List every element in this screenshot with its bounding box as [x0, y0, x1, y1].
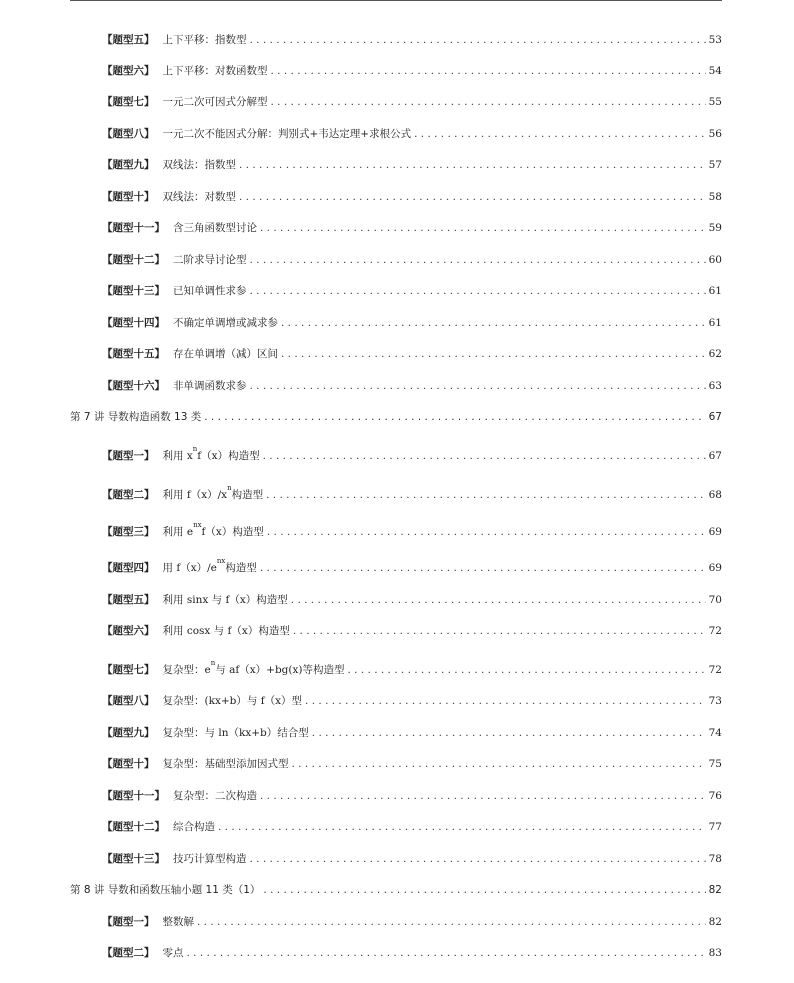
- dot-leader: [305, 691, 706, 711]
- dot-leader: [414, 124, 706, 144]
- toc-title-text-suffix: 构造型: [225, 562, 257, 574]
- toc-title-text: 一元二次可因式分解型: [162, 96, 268, 108]
- dot-leader: [204, 407, 705, 427]
- toc-entry-tag: 【题型十三】: [102, 853, 165, 865]
- toc-entry-title: [163, 446, 260, 466]
- toc-entry-tag: 【题型三】: [102, 526, 155, 538]
- toc-entry-title: [163, 522, 264, 542]
- toc-entry-tag: 【题型九】: [102, 727, 155, 739]
- dot-leader: [260, 786, 706, 806]
- toc-title-superscript: nx: [193, 521, 202, 529]
- toc-title-text: 整数解: [162, 916, 194, 928]
- toc-page-number: 55: [708, 96, 722, 108]
- toc-entry-title: [163, 558, 257, 578]
- toc-title-superscript: n: [210, 659, 216, 667]
- toc-entry-tag: 【题型十二】: [102, 254, 165, 266]
- toc-title-text: 二阶求导讨论型: [173, 254, 247, 266]
- toc-entry-tag: 【题型十三】: [102, 285, 165, 297]
- toc-title-text: 非单调函数求参: [173, 380, 247, 392]
- toc-page-number: 60: [708, 254, 722, 266]
- toc-title-text-suffix: 与 af（x）+bg(x)等构造型: [215, 664, 345, 676]
- toc-entry-row[interactable]: [102, 522, 722, 542]
- toc-entry-row[interactable]: [102, 849, 722, 869]
- toc-entry-tag: 【题型十】: [102, 191, 155, 203]
- toc-entry-row[interactable]: [102, 92, 722, 112]
- dot-leader: [239, 155, 706, 175]
- toc-entry-title: [173, 786, 257, 806]
- toc-entry-tag: 【题型十六】: [102, 380, 165, 392]
- toc-page-number: 59: [708, 222, 722, 234]
- toc-entry-title: [163, 660, 345, 680]
- toc-entry-tag: 【题型九】: [102, 159, 155, 171]
- toc-entry-row[interactable]: [102, 218, 722, 238]
- toc-entry-tag: 【题型十】: [102, 758, 155, 770]
- toc-entry-tag: 【题型八】: [102, 128, 155, 140]
- dot-leader: [281, 344, 706, 364]
- dot-leader: [348, 660, 706, 680]
- dot-leader: [260, 558, 706, 578]
- toc-page-number: 67: [708, 411, 722, 423]
- toc-entry-title: [173, 849, 247, 869]
- toc-page-number: 69: [708, 526, 722, 538]
- toc-page-number: 82: [708, 916, 722, 928]
- toc-title-text: 复杂型：与 ln（kx+b）结合型: [162, 727, 309, 739]
- dot-leader: [218, 817, 706, 837]
- toc-title-text: 复杂型：(kx+b）与 f（x）型: [162, 695, 303, 707]
- dot-leader: [250, 250, 706, 270]
- toc-title-text: 上下平移：对数函数型: [162, 65, 268, 77]
- toc-entry-title: [70, 407, 201, 427]
- toc-title-text: 利用 sinx 与 f（x）构造型: [162, 594, 288, 606]
- toc-entry-tag: 【题型二】: [102, 947, 155, 959]
- toc-entry-tag: 【题型七】: [102, 664, 155, 676]
- toc-entry-tag: 【题型四】: [102, 562, 155, 574]
- toc-entry-title: [173, 313, 278, 333]
- toc-title-text: 用 f（x）/e: [162, 562, 217, 574]
- toc-page-number: 56: [708, 128, 722, 140]
- dot-leader: [250, 30, 706, 50]
- toc-page-number: 61: [708, 317, 722, 329]
- toc-page-number: 78: [708, 853, 722, 865]
- toc-entry-title: [163, 485, 264, 505]
- toc-entry-row[interactable]: [102, 621, 722, 641]
- toc-entry-title: [163, 943, 184, 963]
- toc-entry-row[interactable]: [102, 558, 722, 578]
- toc-title-text: 含三角函数型讨论: [173, 222, 257, 234]
- toc-chapter-row[interactable]: [70, 880, 722, 900]
- toc-entry-tag: 【题型十五】: [102, 348, 165, 360]
- toc-page-number: 61: [708, 285, 722, 297]
- dot-leader: [292, 754, 706, 774]
- dot-leader: [267, 522, 706, 542]
- dot-leader: [263, 880, 705, 900]
- toc-entry-title: [163, 912, 195, 932]
- dot-leader: [312, 723, 706, 743]
- toc-entry-tag: 【题型十一】: [102, 222, 165, 234]
- toc-title-text: 复杂型：基础型添加因式型: [162, 758, 289, 770]
- dot-leader: [281, 313, 706, 333]
- toc-entry-tag: 【题型一】: [102, 450, 155, 462]
- dot-leader: [260, 218, 706, 238]
- toc-entry-tag: 【题型二】: [102, 489, 155, 501]
- dot-leader: [293, 621, 706, 641]
- toc-entry-tag: 【题型五】: [102, 594, 155, 606]
- toc-title-text: 上下平移：指数型: [162, 34, 247, 46]
- toc-entry-row[interactable]: [102, 30, 722, 50]
- toc-page-number: 69: [708, 562, 722, 574]
- toc-entry-row[interactable]: [102, 344, 722, 364]
- toc-entry-row[interactable]: [102, 786, 722, 806]
- toc-entry-tag: 【题型八】: [102, 695, 155, 707]
- toc-entry-title: [70, 880, 260, 900]
- dot-leader: [187, 943, 706, 963]
- toc-entry-title: [163, 61, 268, 81]
- toc-title-text: 已知单调性求参: [173, 285, 247, 297]
- toc-page-number: 58: [708, 191, 722, 203]
- toc-entry-row[interactable]: [102, 485, 722, 505]
- toc-entry-row[interactable]: [102, 912, 722, 932]
- toc-entry-title: [173, 218, 257, 238]
- dot-leader: [197, 912, 706, 932]
- toc-entry-tag: 【题型七】: [102, 96, 155, 108]
- toc-entry-title: [173, 281, 247, 301]
- toc-title-text: 不确定单调增或减求参: [173, 317, 278, 329]
- toc-title-text: 利用 cosx 与 f（x）构造型: [162, 625, 290, 637]
- toc-entry-row[interactable]: [102, 155, 722, 175]
- toc-page-number: 68: [708, 489, 722, 501]
- page-top-rule: [70, 0, 722, 1]
- toc-title-superscript: n: [227, 484, 232, 492]
- toc-entry-row[interactable]: [102, 943, 722, 963]
- toc-page-number: 77: [708, 821, 722, 833]
- toc-title-text: 零点: [162, 947, 184, 959]
- toc-entry-title: [163, 754, 289, 774]
- toc-title-text: 复杂型：e: [162, 664, 211, 676]
- toc-entry-title: [173, 376, 247, 396]
- toc-entry-tag: 【题型一】: [102, 916, 155, 928]
- toc-entry-row[interactable]: [102, 723, 722, 743]
- toc-page-number: 73: [708, 695, 722, 707]
- toc-entry-row[interactable]: [102, 376, 722, 396]
- toc-entry-title: [173, 344, 278, 364]
- toc-entry-title: [163, 155, 237, 175]
- toc-entry-tag: 【题型六】: [102, 625, 155, 637]
- toc-title-text: 综合构造: [173, 821, 215, 833]
- toc-entry-row[interactable]: [102, 187, 722, 207]
- toc-page-number: 83: [708, 947, 722, 959]
- toc-entry-row[interactable]: [102, 61, 722, 81]
- toc-entry-title: [163, 124, 412, 144]
- toc-entry-row[interactable]: [102, 817, 722, 837]
- toc-title-superscript: nx: [216, 557, 226, 565]
- toc-title-text: 复杂型：二次构造: [173, 790, 257, 802]
- toc-entry-title: [163, 590, 288, 610]
- toc-title-superscript: n: [192, 445, 198, 453]
- toc-page-number: 57: [708, 159, 722, 171]
- toc-page-number: 63: [708, 380, 722, 392]
- toc-title-text: 存在单调增（减）区间: [173, 348, 278, 360]
- toc-entry-row[interactable]: [102, 281, 722, 301]
- toc-entry-title: [173, 817, 215, 837]
- toc-entry-title: [163, 691, 303, 711]
- toc-title-text: 利用 f（x）/x: [162, 489, 228, 501]
- dot-leader: [250, 376, 706, 396]
- toc-entry-title: [163, 92, 268, 112]
- toc-entry-title: [163, 621, 290, 641]
- toc-title-text: 双线法：指数型: [162, 159, 236, 171]
- toc-page-number: 54: [708, 65, 722, 77]
- toc-title-text: 利用 x: [162, 450, 193, 462]
- toc-title-text: 第 7 讲 导数构造函数 13 类: [70, 411, 202, 423]
- toc-title-text-suffix: f（x）构造型: [197, 450, 260, 462]
- toc-page-number: 75: [708, 758, 722, 770]
- toc-entry-tag: 【题型五】: [102, 34, 155, 46]
- toc-title-text: 第 8 讲 导数和函数压轴小题 11 类（1）: [70, 884, 261, 896]
- dot-leader: [271, 92, 706, 112]
- toc-title-text-suffix: 构造型: [231, 489, 264, 501]
- toc-entry-row[interactable]: [102, 446, 722, 466]
- toc-entry-tag: 【题型六】: [102, 65, 155, 77]
- toc-page-number: 72: [708, 664, 722, 676]
- toc-entry-tag: 【题型十四】: [102, 317, 165, 329]
- toc-entry-row[interactable]: [102, 691, 722, 711]
- toc-title-text: 技巧计算型构造: [173, 853, 247, 865]
- toc-entry-tag: 【题型十二】: [102, 821, 165, 833]
- toc-page-number: 74: [708, 727, 722, 739]
- toc-entry-row[interactable]: [102, 754, 722, 774]
- toc-entry-title: [163, 723, 309, 743]
- dot-leader: [263, 446, 706, 466]
- dot-leader: [266, 485, 706, 505]
- toc-page-number: 72: [708, 625, 722, 637]
- toc-entry-title: [163, 30, 247, 50]
- toc-title-text: 双线法：对数型: [162, 191, 236, 203]
- dot-leader: [291, 590, 706, 610]
- toc-entry-title: [163, 187, 237, 207]
- toc-page-number: 76: [708, 790, 722, 802]
- toc-entry-row[interactable]: [102, 660, 722, 680]
- toc-page-number: 70: [708, 594, 722, 606]
- toc-title-text: 利用 e: [162, 526, 194, 538]
- dot-leader: [239, 187, 706, 207]
- dot-leader: [271, 61, 706, 81]
- toc-entry-title: [173, 250, 247, 270]
- toc-entry-row[interactable]: [102, 250, 722, 270]
- toc-page-number: 67: [708, 450, 722, 462]
- toc-page-number: 62: [708, 348, 722, 360]
- toc-entry-tag: 【题型十一】: [102, 790, 165, 802]
- toc-title-text: 一元二次不能因式分解：判别式+韦达定理+求根公式: [162, 128, 412, 140]
- dot-leader: [250, 281, 706, 301]
- toc-page-number: 82: [708, 884, 722, 896]
- toc-page-number: 53: [708, 34, 722, 46]
- toc-entry-row[interactable]: [102, 313, 722, 333]
- toc-entry-row[interactable]: [102, 124, 722, 144]
- toc-title-text-suffix: f（x）构造型: [201, 526, 264, 538]
- toc-chapter-row[interactable]: [70, 407, 722, 427]
- toc-entry-row[interactable]: [102, 590, 722, 610]
- dot-leader: [250, 849, 706, 869]
